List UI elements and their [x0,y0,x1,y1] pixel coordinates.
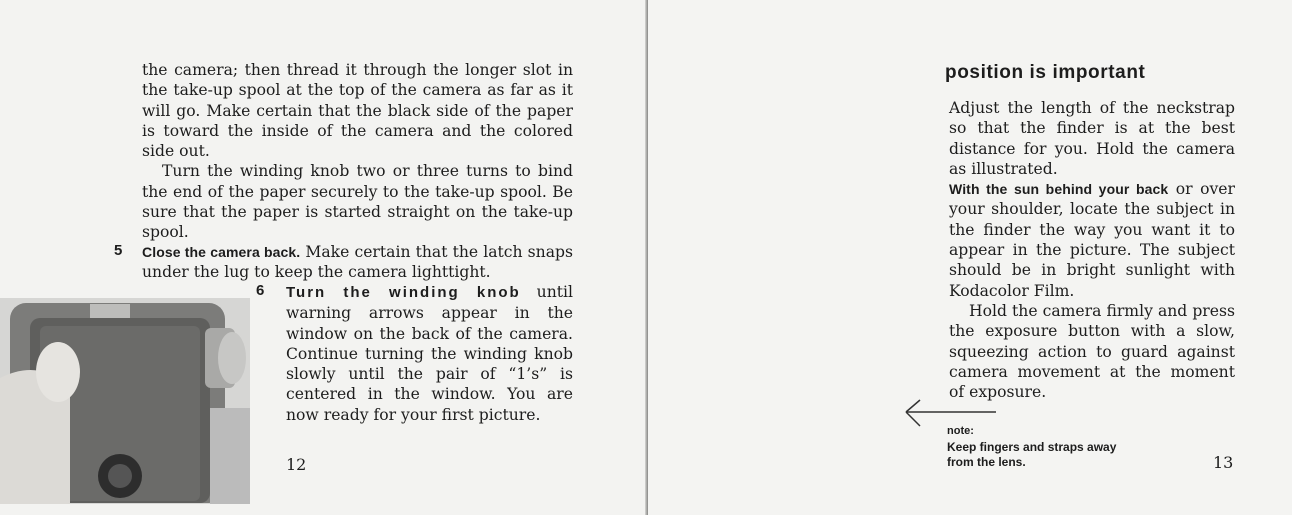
left-body-text [142,60,573,243]
left-paragraph-2: Turn the winding knob two or three turns to bind the end of the paper securely to the take-up spool. Be sure that the paper is started straight on the take-up spool. [142,162,573,242]
camera-photo [0,298,250,504]
step-6-heading: Turn the winding knob [286,284,521,301]
right-paragraph-2-heading: With the sun behind your back [949,181,1169,198]
right-page-heading: position is important [945,62,1146,83]
step-6-number: 6 [256,282,265,299]
left-paragraph-1: the camera; then thread it through the longer slot in the take-up spool at the top of the camera as far as it will go. Make certain that the black side of the paper is toward the inside of the camera and the colored side out. [142,61,573,161]
step-5-heading: Close the camera back. [142,244,301,260]
right-paragraph-1: Adjust the length of the neckstrap so that the finder is at the best distance for you. Hold the camera as illustrated. [949,99,1235,178]
right-paragraph-3: Hold the camera firmly and press the exposure button with a slow, squeezing action to guard against camera movement at the moment of exposure. [949,301,1235,402]
right-page-number: 13 [1213,453,1234,472]
step-5 [142,242,573,283]
right-paragraph-2-text: or over your shoulder, locate the subject in the finder the way you want it to appear in the picture. The subject should be in bright sunlight with Kodacolor Film. [949,180,1235,300]
step-5-number: 5 [114,242,123,259]
right-body-text [949,98,1235,402]
step-5-text: Make certain that the latch snaps under the lug to keep the camera lighttight. [142,243,573,282]
step-6 [286,282,573,425]
note-text: Keep fingers and straps away from the lens. [947,440,1117,469]
step-6-text: until warning arrows appear in the window on the back of the camera. Continue turning the winding knob slowly until the pair of “1’s” is centered in the window. You are now ready for your first picture. [286,283,573,424]
note-label: note: [947,425,974,437]
arrow-icon [898,398,998,428]
left-page-number: 12 [286,455,307,474]
